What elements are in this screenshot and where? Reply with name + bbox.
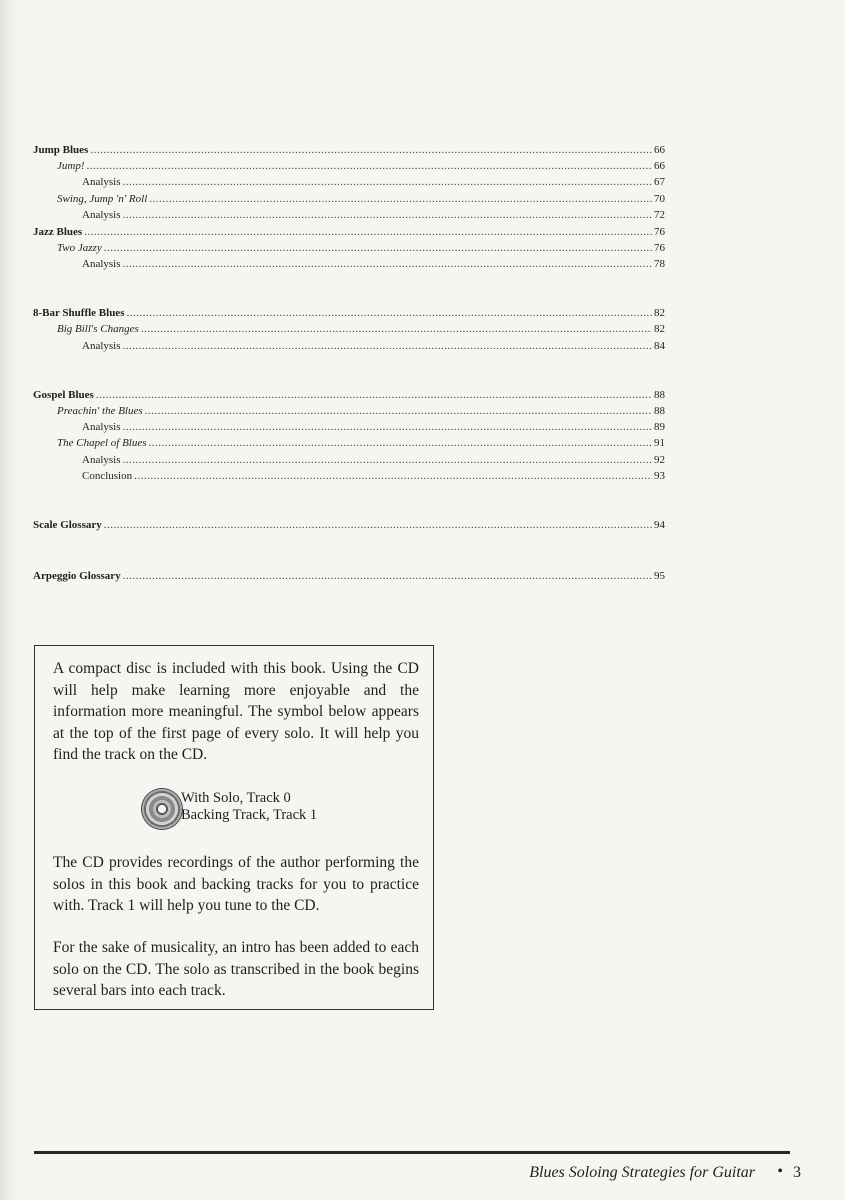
toc-entry-analysis[interactable] — [33, 174, 665, 190]
toc-entry-page: 76 — [654, 242, 665, 254]
toc-entry-big-bills-changes[interactable] — [33, 321, 665, 337]
toc-entry-title: Jump Blues — [33, 144, 89, 156]
toc-entry-title: Swing, Jump 'n' Roll — [57, 193, 148, 205]
toc-entry-title: Jazz Blues — [33, 226, 83, 238]
toc-entry-page: 89 — [654, 421, 665, 433]
toc-leader-dots — [123, 174, 653, 190]
toc-leader-dots — [145, 403, 652, 419]
footer-bullet: • — [777, 1163, 783, 1180]
toc-entry-page: 91 — [654, 437, 665, 449]
toc-leader-dots — [141, 321, 652, 337]
toc-entry-8-bar-shuffle-blues[interactable] — [33, 305, 665, 321]
toc-entry-title: Scale Glossary — [33, 519, 102, 531]
toc-entry-page: 70 — [654, 193, 665, 205]
toc-entry-title: Analysis — [82, 454, 121, 466]
toc-entry-title: 8-Bar Shuffle Blues — [33, 307, 125, 319]
cd-info-box — [34, 645, 434, 1010]
toc-leader-dots — [87, 158, 653, 174]
toc-leader-dots — [123, 256, 653, 272]
toc-leader-dots — [84, 224, 652, 240]
cd-track-solo: With Solo, Track 0 — [181, 790, 291, 806]
toc-entry-page: 92 — [654, 454, 665, 466]
toc-entry-title: Analysis — [82, 176, 121, 188]
toc-entry-title: Jump! — [57, 160, 85, 172]
page-edge — [0, 0, 18, 1200]
footer-book-title: Blues Soloing Strategies for Guitar — [529, 1164, 755, 1181]
page-number: 3 — [793, 1164, 801, 1181]
toc-entry-page: 76 — [654, 226, 665, 238]
cd-paragraph-intro-note: For the sake of musicality, an intro has been added to each solo on the CD. The solo as transcribed in the book begins several bars into each track. — [53, 939, 419, 999]
toc-leader-dots — [126, 305, 652, 321]
cd-icon — [142, 789, 182, 829]
toc-entry-jazz-blues[interactable] — [33, 224, 665, 240]
toc-leader-dots — [123, 568, 652, 584]
toc-leader-dots — [123, 452, 653, 468]
toc-entry-jump-blues[interactable] — [33, 142, 665, 158]
toc-entry-title: Conclusion — [82, 470, 133, 482]
toc-entry-page: 88 — [654, 389, 665, 401]
toc-entry-jump[interactable] — [33, 158, 665, 174]
toc-entry-title: Analysis — [82, 258, 121, 270]
toc-entry-page: 66 — [654, 144, 665, 156]
toc-entry-page: 93 — [654, 470, 665, 482]
toc-leader-dots — [104, 517, 652, 533]
toc-entry-arpeggio-glossary[interactable] — [33, 568, 665, 584]
toc-entry-gospel-blues[interactable] — [33, 387, 665, 403]
toc-leader-dots — [149, 435, 652, 451]
toc-entry-title: Analysis — [82, 209, 121, 221]
toc-entry-conclusion[interactable] — [33, 468, 665, 484]
toc-entry-page: 94 — [654, 519, 665, 531]
toc-entry-title: Arpeggio Glossary — [33, 570, 121, 582]
toc-leader-dots — [149, 191, 652, 207]
cd-intro-paragraph: A compact disc is included with this book. Using the CD will help make learning more enjoyable and the information more meaningful. The symbol below appears at the top of the first page of every solo. It will help you find the track on the CD. — [53, 660, 419, 763]
toc-entry-page: 72 — [654, 209, 665, 221]
toc-entry-the-chapel-of-blues[interactable] — [33, 435, 665, 451]
toc-entry-title: The Chapel of Blues — [57, 437, 147, 449]
toc-entry-title: Analysis — [82, 340, 121, 352]
toc-leader-dots — [134, 468, 652, 484]
toc-entry-page: 82 — [654, 307, 665, 319]
toc-entry-title: Gospel Blues — [33, 389, 94, 401]
toc-leader-dots — [123, 338, 653, 354]
footer-rule — [34, 1151, 790, 1154]
toc-leader-dots — [96, 387, 652, 403]
toc-entry-scale-glossary[interactable] — [33, 517, 665, 533]
toc-entry-page: 66 — [654, 160, 665, 172]
toc-entry-title: Two Jazzy — [57, 242, 102, 254]
toc-entry-preachin-the-blues[interactable] — [33, 403, 665, 419]
toc-entry-analysis[interactable] — [33, 419, 665, 435]
toc-leader-dots — [90, 142, 652, 158]
toc-entry-analysis[interactable] — [33, 452, 665, 468]
toc-leader-dots — [104, 240, 652, 256]
toc-entry-analysis[interactable] — [33, 338, 665, 354]
toc-entry-title: Preachin' the Blues — [57, 405, 143, 417]
toc-leader-dots — [123, 419, 653, 435]
toc-entry-page: 88 — [654, 405, 665, 417]
toc-leader-dots — [123, 207, 653, 223]
toc-entry-page: 84 — [654, 340, 665, 352]
toc-entry-page: 95 — [654, 570, 665, 582]
toc-entry-analysis[interactable] — [33, 256, 665, 272]
cd-track-backing: Backing Track, Track 1 — [181, 807, 318, 823]
toc-entry-swing-jump-n-roll[interactable] — [33, 191, 665, 207]
toc-entry-title: Big Bill's Changes — [57, 323, 139, 335]
toc-entry-page: 82 — [654, 323, 665, 335]
toc-entry-page: 78 — [654, 258, 665, 270]
toc-entry-analysis[interactable] — [33, 207, 665, 223]
toc-entry-page: 67 — [654, 176, 665, 188]
toc-entry-two-jazzy[interactable] — [33, 240, 665, 256]
cd-paragraph-recordings: The CD provides recordings of the author performing the solos in this book and backing tracks for you to practice with. Track 1 will help you tune to the CD. — [53, 854, 419, 914]
toc-entry-title: Analysis — [82, 421, 121, 433]
